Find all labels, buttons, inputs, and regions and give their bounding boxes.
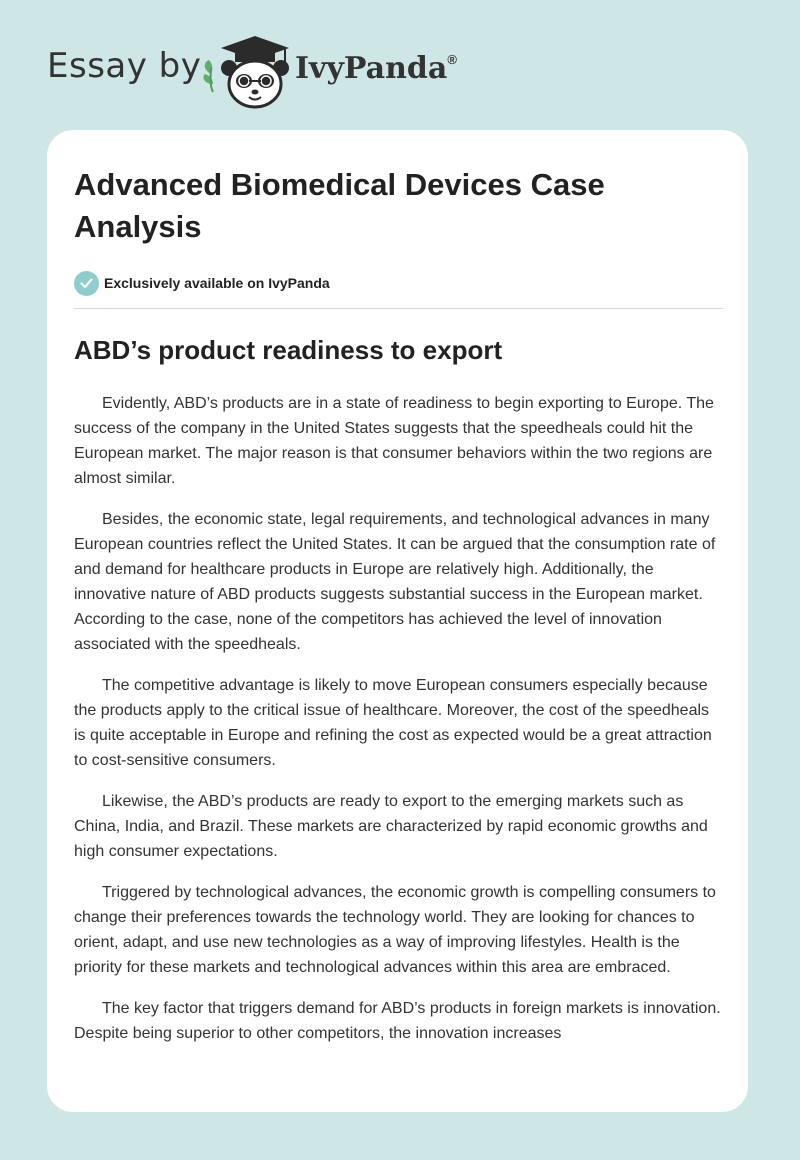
exclusive-label: Exclusively available on IvyPanda [104, 275, 330, 291]
paragraph: Likewise, the ABD’s products are ready to export to the emerging markets such as China, India, and Brazil. These markets are characterized by rapid economic growths and high consumer expectations. [74, 793, 708, 860]
check-circle-icon [74, 271, 99, 296]
paragraph: The competitive advantage is likely to move European consumers especially because the products apply to the critical issue of healthcare. Moreover, the cost of the speedheals is quite acceptable in Europe and refining the cost as expected would be a great attraction to cost-sensitive consumers. [74, 677, 712, 769]
panda-graduate-logo[interactable] [199, 34, 295, 110]
exclusive-badge [74, 270, 721, 296]
essay-by-label: Essay by [47, 46, 202, 86]
section-heading: ABD’s product readiness to export [74, 335, 503, 365]
paragraph: Evidently, ABD’s products are in a state of readiness to begin exporting to Europe. The success of the company in the United States suggests that the speedheals could hit the European market. The major reason is that consumer behaviors within the two regions are almost similar. [74, 395, 714, 487]
site-header [47, 34, 507, 114]
paragraph: Triggered by technological advances, the economic growth is compelling consumers to change their preferences towards the technology world. They are looking for chances to orient, adapt, and use new technologies as a way of improving lifestyles. Health is the priority for these markets and technological advances within this area are embraced. [74, 884, 716, 976]
paragraph: Besides, the economic state, legal requirements, and technological advances in many European countries reflect the United States. It can be argued that the consumption rate of and demand for healthcare products in Europe are relatively high. Additionally, the innovative nature of ABD products suggests substantial success in the European market. According to the case, none of the competitors has achieved the level of innovation associated with the speedheals. [74, 511, 716, 653]
divider [74, 308, 723, 309]
article-title: Advanced Biomedical Devices Case Analysis [74, 167, 605, 244]
paragraph: The key factor that triggers demand for ABD’s products in foreign markets is innovation. Despite being superior to other competitors, the innovation increases [74, 1000, 721, 1042]
brand-name[interactable]: IvyPanda® [295, 51, 457, 86]
article-body [74, 391, 721, 1046]
article-card [47, 130, 748, 1112]
